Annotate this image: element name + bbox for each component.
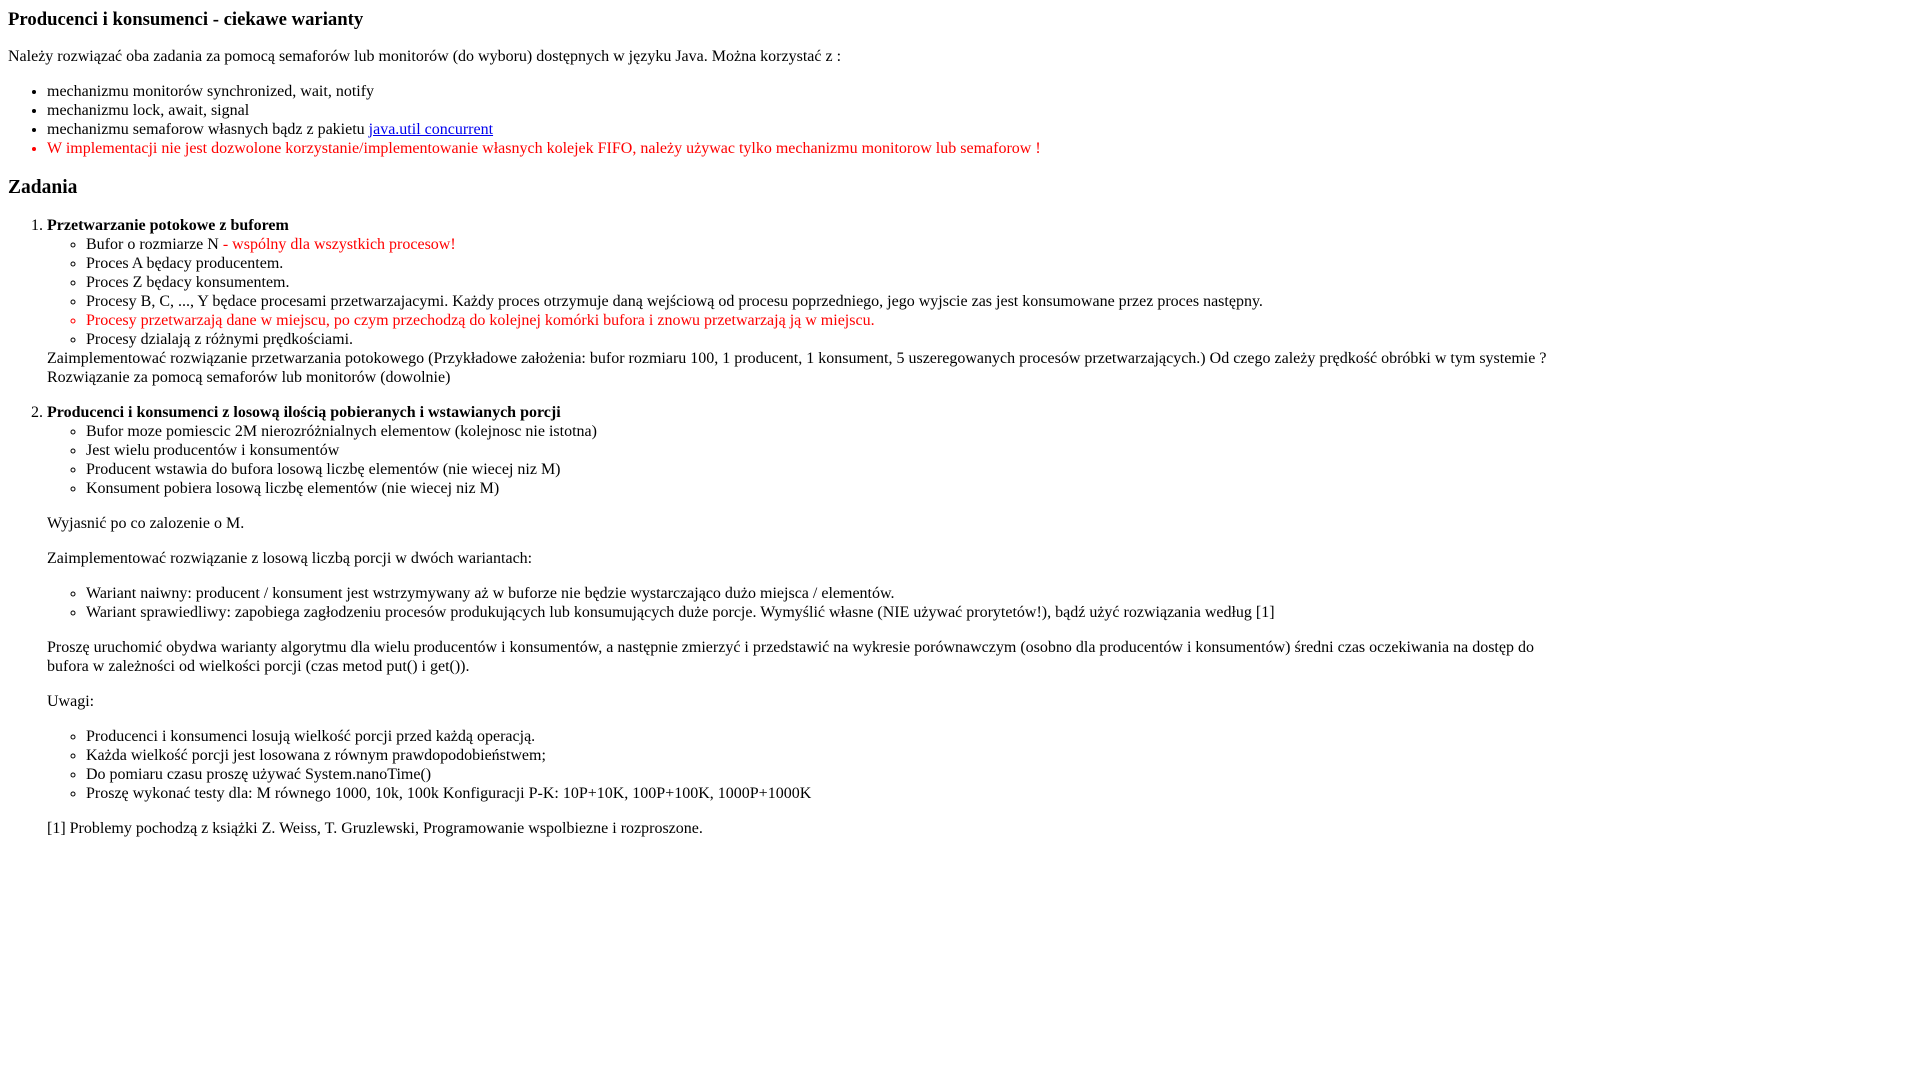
task-2-title: 2. Producenci i konsumenci z losową ilością pobieranych i wstawianych porcji — [47, 404, 561, 421]
list-item: ◦ Procesy B, C, ..., Y będace procesami przetwarzajacymi. Każdy proces otrzymuje daną wejściową od procesu poprzedniego, jego wyjscie zas jest konsumowane przez proces następny. — [86, 292, 1548, 311]
list-item: ◦ Wariant naiwny: producent / konsument jest wstrzymywany aż w buforze nie będzie wystarczająco dużo miejsca / elementów. — [86, 584, 1548, 603]
list-item: ◦ Konsument pobiera losową liczbę elementów (nie wiecej niz M) — [86, 479, 1548, 498]
mechanism-item-text: mechanizmu semaforow własnych bądz z pakietu — [47, 121, 369, 138]
list-item — [86, 235, 1548, 254]
tasks-heading: Zadania — [8, 177, 78, 198]
tasks-list — [8, 216, 1548, 838]
list-item: ◦ Producenci i konsumenci losują wielkość porcji przed każdą operacją. — [86, 727, 1548, 746]
list-item: ◦ Do pomiaru czasu proszę używać System.nanoTime() — [86, 765, 1548, 784]
mechanism-item: • mechanizmu monitorów synchronized, wait, notify — [47, 82, 1548, 101]
intro-paragraph: Należy rozwiązać oba zadania za pomocą semaforów lub monitorów (do wyboru) dostępnych w języku Java. Można korzystać z : — [8, 48, 842, 65]
list-item: ◦ Każda wielkość porcji jest losowana z równym prawdopodobieństwem; — [86, 746, 1548, 765]
list-item: ◦ Bufor moze pomiescic 2M nierozróżnialnych elementow (kolejnosc nie istotna) — [86, 422, 1548, 441]
document-content — [8, 9, 1548, 838]
list-item: ◦ Procesy dzialają z różnymi prędkościami. — [86, 330, 1548, 349]
page-title: Producenci i konsumenci - ciekawe warianty — [8, 9, 364, 30]
document-page — [0, 9, 1904, 838]
shared-buffer-warning: - wspólny dla wszystkich procesow! — [218, 236, 456, 253]
mechanism-item — [47, 120, 1548, 139]
task-1-description: Zaimplementować rozwiązanie przetwarzania potokowego (Przykładowe założenia: bufor rozmiaru 100, 1 producent, 1 konsument, 5 uszeregowanych procesów przetwarzających.) Od czego zależy prędkość obróbki w tym systemie ? Rozwiązanie za pomocą semaforów lub monitorów (dowolnie) — [47, 350, 1547, 386]
task-2-notes-label: Uwagi: — [47, 693, 95, 710]
task-2-notes — [47, 727, 1548, 803]
task-2-implement: Zaimplementować rozwiązanie z losową liczbą porcji w dwóch wariantach: — [47, 550, 533, 567]
task-2 — [47, 403, 1548, 838]
mechanism-item: • mechanizmu lock, await, signal — [47, 101, 1548, 120]
list-item: ◦ Producent wstawia do bufora losową liczbę elementów (nie wiecej niz M) — [86, 460, 1548, 479]
mechanisms-list — [8, 82, 1548, 158]
task-2-variants — [47, 584, 1548, 622]
list-item: ◦ Proces Z będacy konsumentem. — [86, 273, 1548, 292]
list-item-text: Bufor o rozmiarze N — [86, 236, 219, 253]
task-1-title: 1. Przetwarzanie potokowe z buforem — [47, 217, 289, 234]
list-item: ◦ Wariant sprawiedliwy: zapobiega zagłodzeniu procesów produkujących lub konsumujących duże porcje. Wymyślić własne (NIE używać prorytetów!), bądź użyć rozwiązania według [1] — [86, 603, 1548, 622]
task-2-measure: Proszę uruchomić obydwa warianty algorytmu dla wielu producentów i konsumentów, a następnie zmierzyć i przedstawić na wykresie porównawczym (osobno dla producentów i konsumentów) średni czas oczekiwania na dostęp do bufora w zależności od wielkości porcji (czas metod put() i get()). — [47, 639, 1534, 675]
task-2-explain: Wyjasnić po co zalozenie o M. — [47, 515, 245, 532]
task-2-reference: [1] Problemy pochodzą z książki Z. Weiss, T. Gruzlewski, Programowanie wspolbiezne i rozproszone. — [47, 820, 703, 837]
list-item: ◦ Proces A będacy producentem. — [86, 254, 1548, 273]
list-item: ◦ Jest wielu producentów i konsumentów — [86, 441, 1548, 460]
fifo-warning-item: • W implementacji nie jest dozwolone korzystanie/implementowanie własnych kolejek FIFO, należy używac tylko mechanizmu monitorow lub semaforow ! — [47, 139, 1548, 158]
list-item: ◦ Proszę wykonać testy dla: M równego 1000, 10k, 100k Konfiguracji P-K: 10P+10K, 100P+100K, 1000P+1000K — [86, 784, 1548, 803]
task-2-bullets — [47, 422, 1548, 498]
java-util-concurrent-link[interactable]: java.util concurrent — [368, 121, 494, 138]
in-place-processing-warning: ◦ Procesy przetwarzają dane w miejscu, po czym przechodzą do kolejnej komórki bufora i znowu przetwarzają ją w miejscu. — [86, 311, 1548, 330]
task-1-bullets — [47, 235, 1548, 349]
task-1 — [47, 216, 1548, 387]
